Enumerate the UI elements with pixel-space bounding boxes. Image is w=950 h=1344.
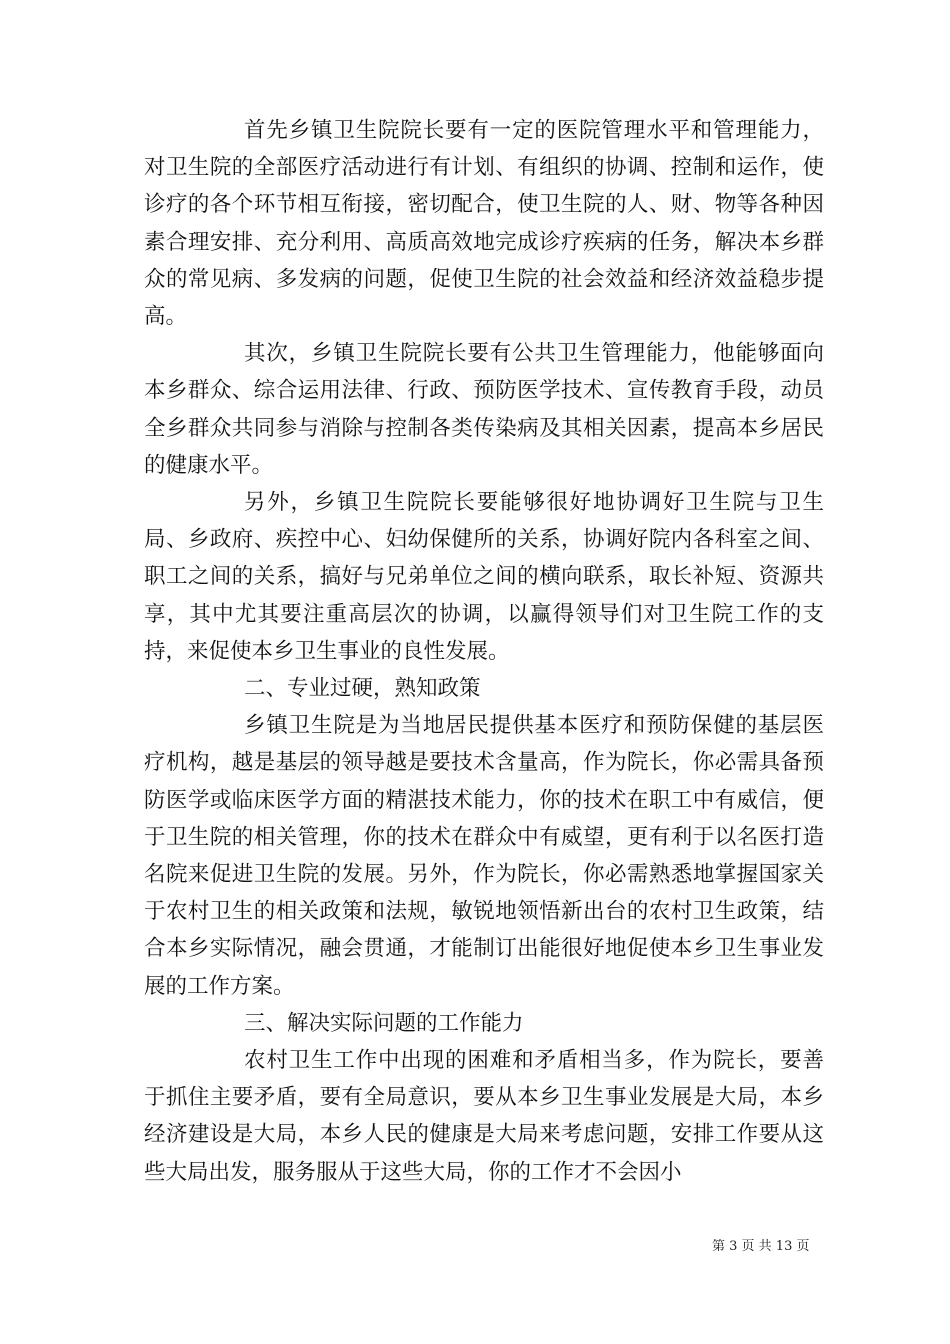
document-body <box>144 112 824 1191</box>
paragraph-professional-skill: 乡镇卫生院是为当地居民提供基本医疗和预防保健的基层医疗机构，越是基层的领导越是要技术含量高，作为院长，你必需具备预防医学或临床医学方面的精湛技术能力，你的技术在职工中有威信，便于卫生院的相关管理，你的技术在群众中有威望，更有利于以名医打造名院来促进卫生院的发展。另外，作为院长，你必需熟悉地掌握国家关于农村卫生的相关政策和法规，敏锐地领悟新出台的农村卫生政策，结合本乡实际情况，融会贯通，才能制订出能很好地促使本乡卫生事业发展的工作方案。 <box>144 713 824 999</box>
paragraph-public-health: 其次，乡镇卫生院院长要有公共卫生管理能力，他能够面向本乡群众、综合运用法律、行政、预防医学技术、宣传教育手段，动员全乡群众共同参与消除与控制各类传染病及其相关因素，提高本乡居民的健康水平。 <box>144 341 824 478</box>
paragraph-practical-problems: 农村卫生工作中出现的困难和矛盾相当多，作为院长，要善于抓住主要矛盾，要有全局意识，要从本乡卫生事业发展是大局，本乡经济建设是大局，本乡人民的健康是大局来考虑问题，安排工作要从这些大局出发，服务服从于这些大局，你的工作才不会因小 <box>144 1048 824 1185</box>
section-heading-2: 二、专业过硬，熟知政策 <box>244 676 481 702</box>
page-number-footer: 第 3 页 共 13 页 <box>712 1239 810 1254</box>
section-heading-3: 三、解决实际问题的工作能力 <box>244 1010 524 1036</box>
paragraph-coordination: 另外，乡镇卫生院院长要能够很好地协调好卫生院与卫生局、乡政府、疾控中心、妇幼保健所的关系，协调好院内各科室之间、职工之间的关系，搞好与兄弟单位之间的横向联系，取长补短、资源共享，其中尤其要注重高层次的协调，以赢得领导们对卫生院工作的支持，来促使本乡卫生事业的良性发展。 <box>144 490 824 664</box>
paragraph-management-ability: 首先乡镇卫生院院长要有一定的医院管理水平和管理能力，对卫生院的全部医疗活动进行有计划、有组织的协调、控制和运作，使诊疗的各个环节相互衔接，密切配合，使卫生院的人、财、物等各种因素合理安排、充分利用、高质高效地完成诊疗疾病的任务，解决本乡群众的常见病、多发病的问题，促使卫生院的社会效益和经济效益稳步提高。 <box>144 118 824 330</box>
